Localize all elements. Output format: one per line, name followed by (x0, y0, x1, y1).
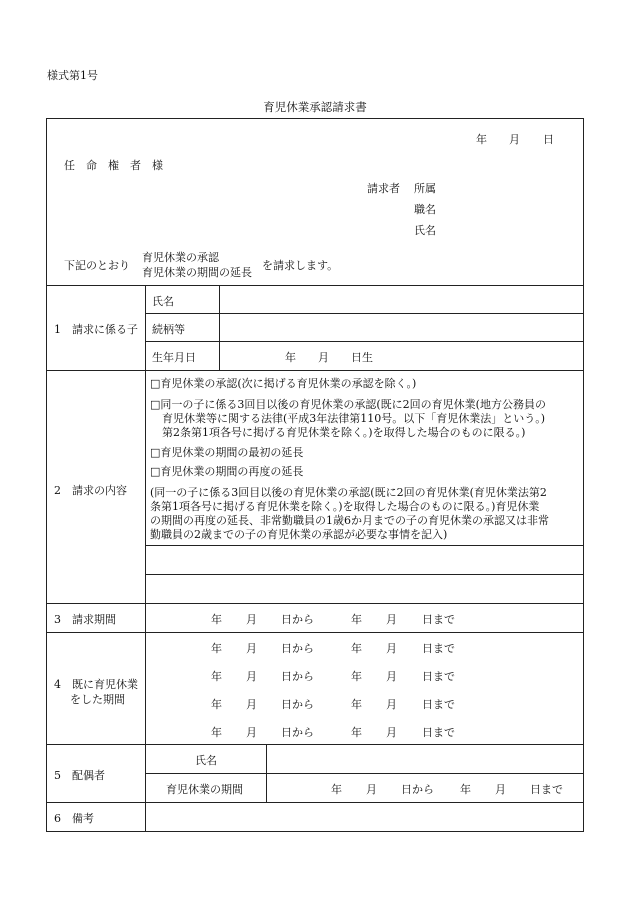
form-number: 様式第1号 (47, 69, 98, 82)
s4r1-to-month: 月 (386, 642, 397, 655)
divider-s2-end (46, 603, 584, 604)
s4r3-from-day: 日から (281, 698, 314, 711)
option-first-extension[interactable]: □育児休業の期間の最初の延長 (150, 446, 304, 459)
divider-s4-end (46, 744, 584, 745)
spouse-period-label: 育児休業の期間 (166, 783, 243, 796)
divider-s1-row1 (145, 313, 584, 314)
s5-to-year: 年 (460, 783, 471, 796)
s3-from-year: 年 (211, 613, 222, 626)
s4r3-from-year: 年 (211, 698, 222, 711)
s3-to-year: 年 (351, 613, 362, 626)
s4r2-to-year: 年 (351, 670, 362, 683)
s4r3-to-month: 月 (386, 698, 397, 711)
divider-s1-row2 (145, 341, 584, 342)
section4-label-line2: をした期間 (70, 693, 125, 706)
birth-month: 月 (318, 351, 329, 364)
s4r4-from-day: 日から (281, 726, 314, 739)
option-second-extension[interactable]: □育児休業の期間の再度の延長 (150, 465, 304, 478)
s5-from-month: 月 (366, 783, 377, 796)
s4r4-to-year: 年 (351, 726, 362, 739)
note-line-4: 勤職員の2歳までの子の育児休業の承認が必要な事情を記入) (150, 528, 448, 541)
note-line-1: (同一の子に係る3回目以後の育児休業の承認(既に2回の育児休業(育児休業法第2 (150, 486, 547, 499)
s3-from-month: 月 (246, 613, 257, 626)
divider-s2-row1 (145, 545, 584, 546)
s4r2-to-day: 日まで (422, 670, 455, 683)
option-third-approval-line2: 育児休業等に関する法律(平成3年法律第110号。以下「育児休業法」という。) (162, 412, 546, 425)
option-approval[interactable]: □育児休業の承認(次に掲げる育児休業の承認を除く。) (150, 377, 417, 390)
s4r3-to-year: 年 (351, 698, 362, 711)
requester-affiliation: 所属 (414, 182, 436, 195)
requester-position: 職名 (414, 203, 436, 216)
s4r2-from-year: 年 (211, 670, 222, 683)
divider-s5-end (46, 802, 584, 803)
spouse-name-label: 氏名 (195, 754, 217, 767)
s5-from-day: 日から (401, 783, 434, 796)
request-option-approval: 育児休業の承認 (142, 251, 219, 264)
s5-field-divider (266, 744, 267, 802)
section6-label: 6 備考 (54, 812, 94, 825)
section4-label-line1: 4 既に育児休業 (54, 678, 138, 691)
requester-label: 請求者 (367, 182, 400, 195)
s4r1-from-month: 月 (246, 642, 257, 655)
section1-field-birthdate: 生年月日 (152, 351, 196, 364)
s4r1-from-year: 年 (211, 642, 222, 655)
request-suffix: を請求します。 (262, 259, 339, 272)
s3-to-month: 月 (386, 613, 397, 626)
s4r1-to-day: 日まで (422, 642, 455, 655)
s4r4-from-year: 年 (211, 726, 222, 739)
date-month: 月 (509, 133, 520, 146)
divider-s5-row (145, 773, 584, 774)
s5-to-month: 月 (495, 783, 506, 796)
date-day: 日 (543, 133, 554, 146)
divider-s1-end (46, 370, 584, 371)
s3-from-day: 日から (281, 613, 314, 626)
s4r4-to-month: 月 (386, 726, 397, 739)
note-line-2: 条第1項各号に掲げる育児休業を除く。)を取得した場合のものに限る。)育児休業 (150, 500, 540, 513)
option-third-approval[interactable]: □同一の子に係る3回目以後の育児休業の承認(既に2回の育児休業(地方公務員の (150, 398, 546, 411)
request-option-extension: 育児休業の期間の延長 (142, 266, 252, 279)
section5-label: 5 配偶者 (54, 769, 105, 782)
s4r1-to-year: 年 (351, 642, 362, 655)
s4r4-to-day: 日まで (422, 726, 455, 739)
column-label-divider (145, 285, 146, 832)
date-year: 年 (476, 133, 487, 146)
s4r3-to-day: 日まで (422, 698, 455, 711)
divider-s2-row2 (145, 574, 584, 575)
s1-field-divider (219, 285, 220, 370)
addressee: 任 命 権 者 様 (64, 159, 163, 172)
s5-from-year: 年 (331, 783, 342, 796)
s3-to-day: 日まで (422, 613, 455, 626)
birth-year: 年 (285, 351, 296, 364)
requester-name: 氏名 (414, 224, 436, 237)
s4r4-from-month: 月 (246, 726, 257, 739)
note-line-3: の期間の再度の延長、非常勤職員の1歳6か月までの子の育児休業の承認又は非常 (150, 514, 549, 527)
section1-field-name: 氏名 (152, 295, 174, 308)
s4r3-from-month: 月 (246, 698, 257, 711)
section1-label: 1 請求に係る子 (54, 323, 138, 336)
section3-label: 3 請求期間 (54, 613, 116, 626)
request-prefix: 下記のとおり (64, 259, 130, 272)
section2-label: 2 請求の内容 (54, 484, 127, 497)
s4r2-from-day: 日から (281, 670, 314, 683)
s4r1-from-day: 日から (281, 642, 314, 655)
s5-to-day: 日まで (530, 783, 563, 796)
s4r2-to-month: 月 (386, 670, 397, 683)
s4r2-from-month: 月 (246, 670, 257, 683)
birth-day: 日生 (351, 351, 373, 364)
option-third-approval-line3: 第2条第1項各号に掲げる育児休業を除く。)を取得した場合のものに限る。) (162, 426, 526, 439)
form-frame (46, 118, 584, 832)
divider-s3-end (46, 632, 584, 633)
document-title: 育児休業承認請求書 (263, 100, 367, 114)
divider-header (46, 285, 584, 286)
section1-field-relation: 続柄等 (152, 323, 185, 336)
